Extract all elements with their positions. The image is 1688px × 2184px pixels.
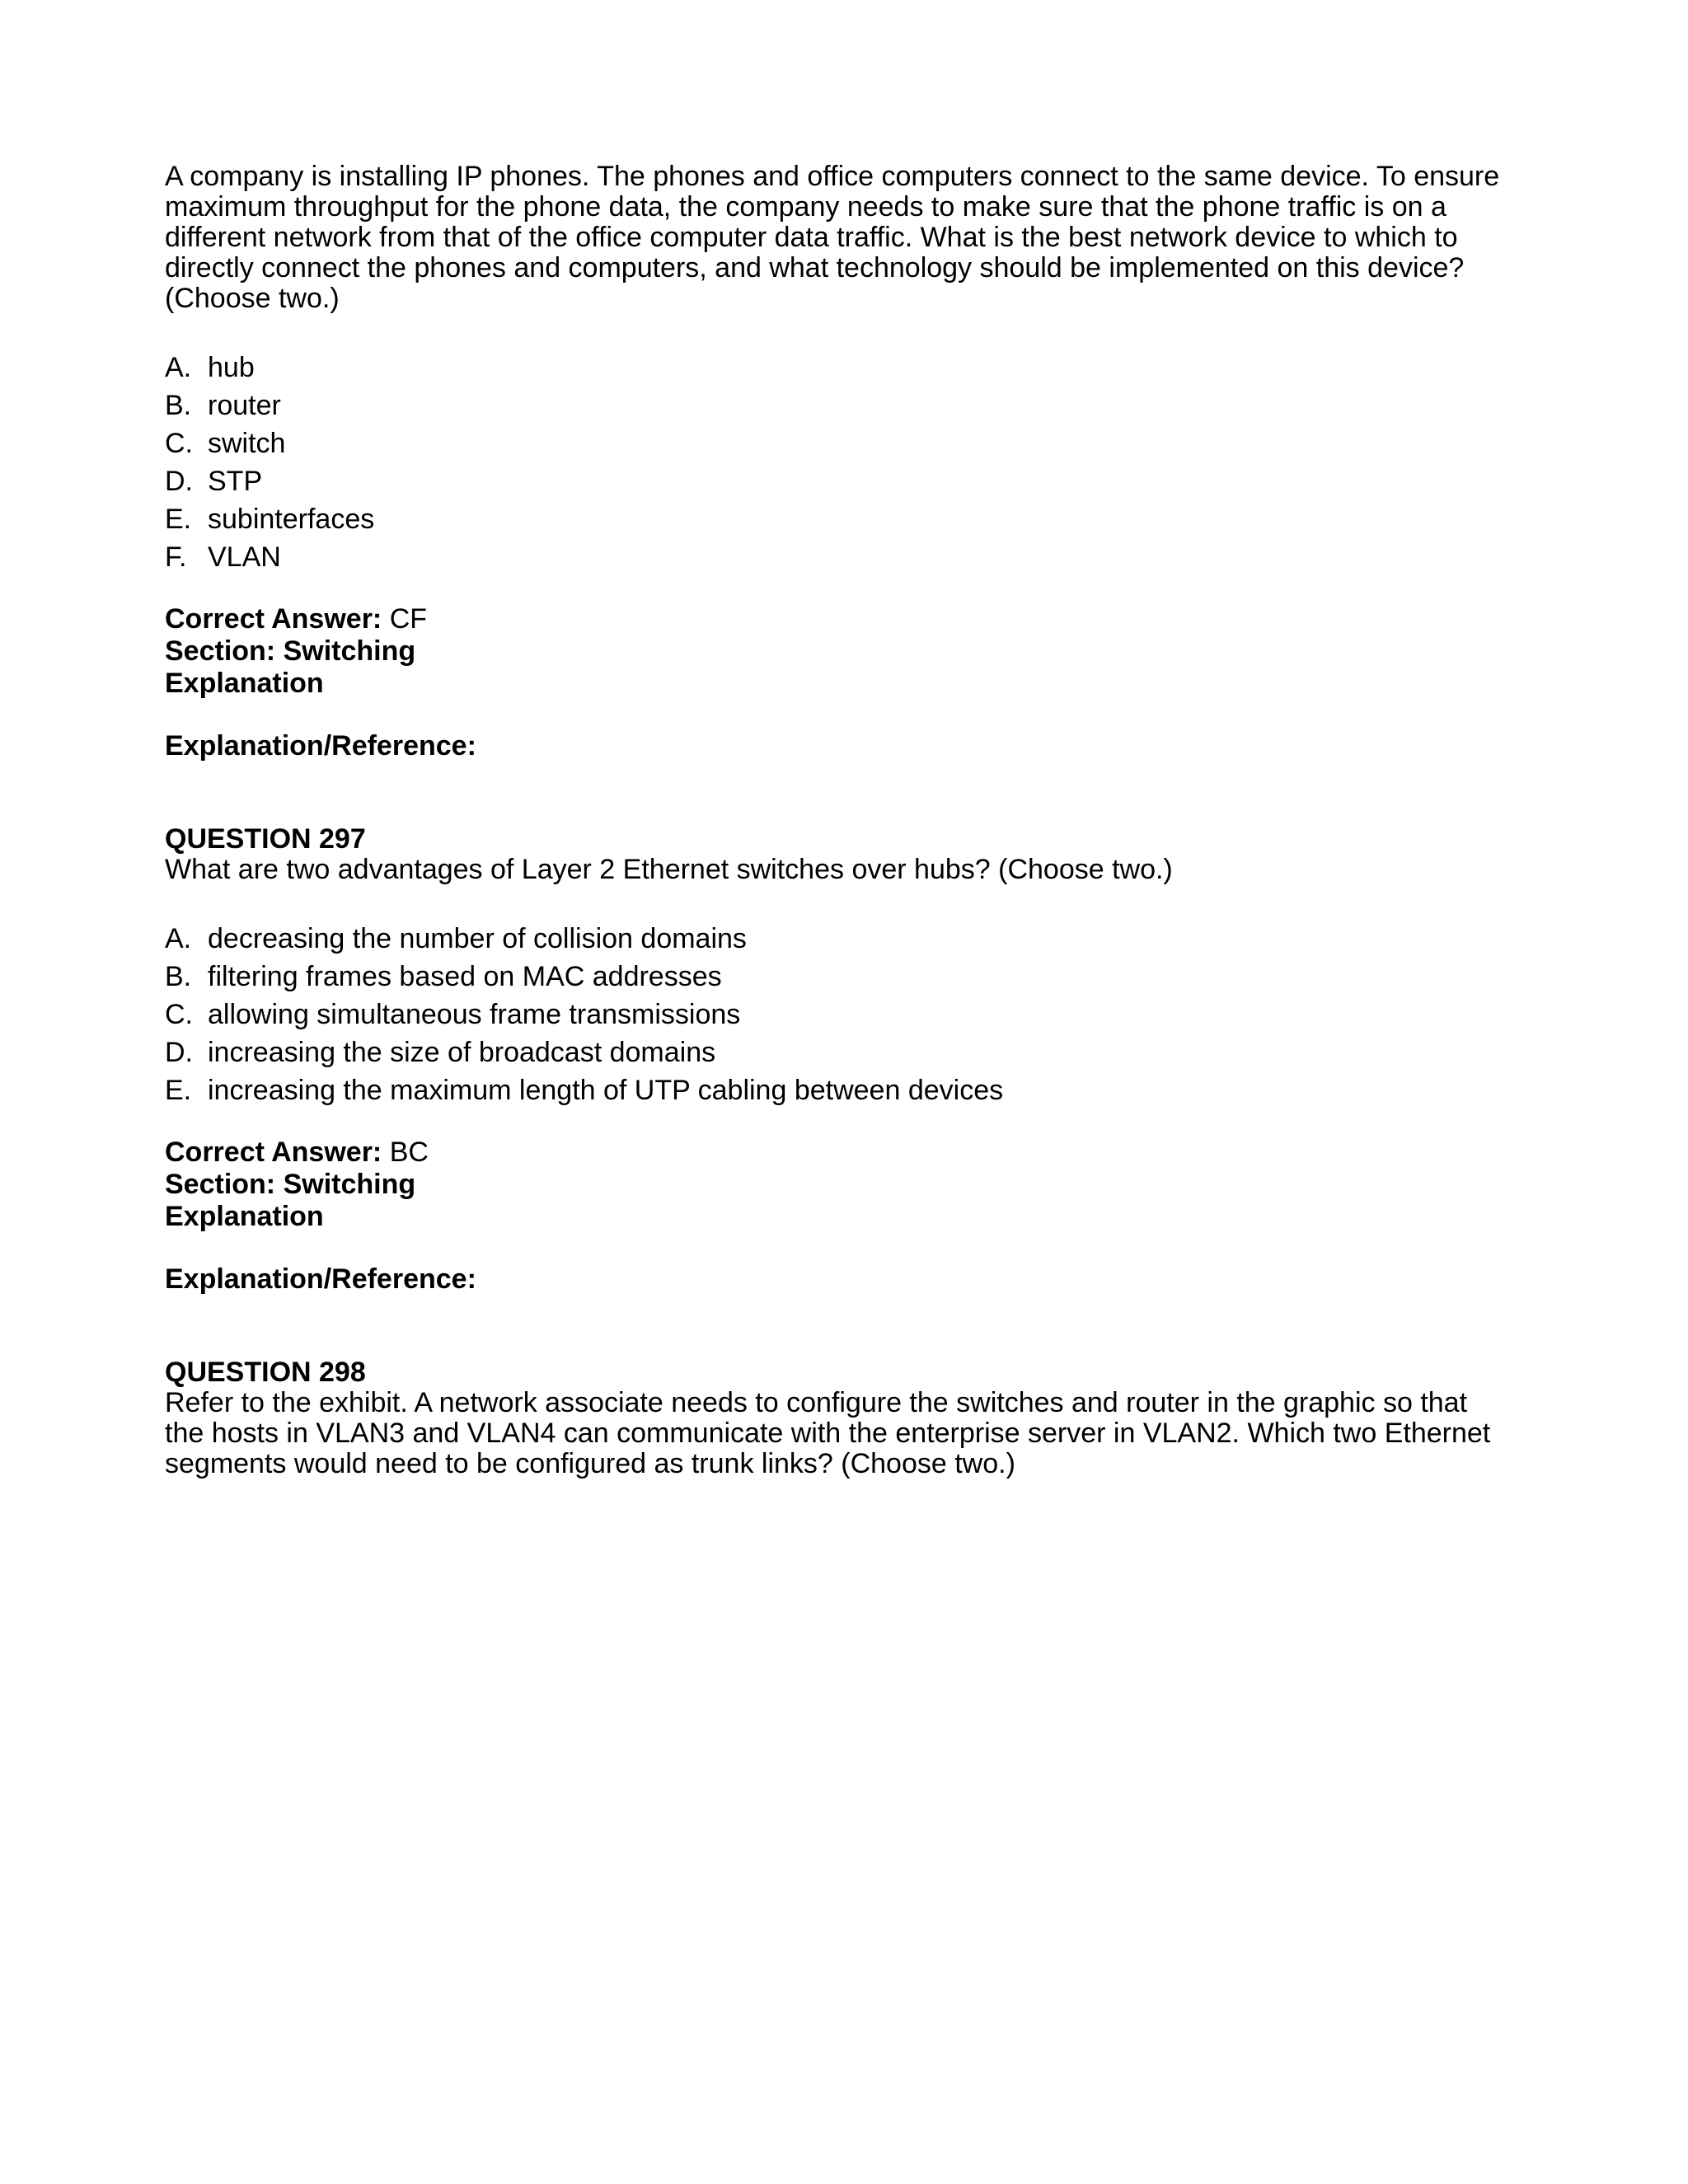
answer-block bbox=[165, 1137, 1500, 1233]
option-d bbox=[165, 1033, 1500, 1071]
question-296 bbox=[165, 162, 1500, 762]
options-list bbox=[165, 920, 1500, 1109]
option-letter: C. bbox=[165, 999, 193, 1030]
options-list bbox=[165, 349, 1500, 576]
option-letter: B. bbox=[165, 961, 192, 992]
question-text: A company is installing IP phones. The phones and office computers connect to the same device. To ensure maximum throughput for the phone data, the company needs to make sure that the phone traffic is on a different network from that of the office computer data traffic. What is the best network device to which to directly connect the phones and computers, and what technology should be implemented on this device? (Choose two.) bbox=[165, 161, 1500, 314]
section-label: Section: Switching bbox=[165, 635, 416, 667]
document-page bbox=[165, 162, 1500, 1479]
option-letter: A. bbox=[165, 923, 192, 954]
correct-answer bbox=[165, 1137, 1500, 1169]
option-text: increasing the size of broadcast domains bbox=[208, 1037, 716, 1068]
section-label: Section: Switching bbox=[165, 1169, 416, 1200]
option-text: increasing the maximum length of UTP cabling between devices bbox=[208, 1075, 1004, 1106]
explanation-label: Explanation bbox=[165, 1201, 324, 1232]
option-text: decreasing the number of collision domains bbox=[208, 923, 747, 954]
option-text: VLAN bbox=[208, 541, 281, 573]
question-heading: QUESTION 297 bbox=[165, 823, 366, 855]
option-a bbox=[165, 349, 1500, 387]
option-c bbox=[165, 424, 1500, 462]
option-text: hub bbox=[208, 352, 255, 383]
correct-answer-label: Correct Answer: bbox=[165, 603, 382, 635]
explanation-label: Explanation bbox=[165, 668, 324, 699]
option-e bbox=[165, 1071, 1500, 1109]
option-text: router bbox=[208, 390, 281, 421]
correct-answer-label: Correct Answer: bbox=[165, 1137, 382, 1168]
option-e bbox=[165, 500, 1500, 538]
option-letter: E. bbox=[165, 1075, 192, 1106]
question-298 bbox=[165, 1357, 1500, 1479]
option-b bbox=[165, 958, 1500, 996]
option-f bbox=[165, 538, 1500, 576]
option-text: switch bbox=[208, 428, 286, 459]
explanation-reference-label: Explanation/Reference: bbox=[165, 1263, 476, 1295]
option-letter: D. bbox=[165, 1037, 193, 1068]
option-a bbox=[165, 920, 1500, 958]
option-letter: C. bbox=[165, 428, 193, 459]
option-letter: E. bbox=[165, 504, 192, 535]
answer-block bbox=[165, 603, 1500, 700]
option-text: filtering frames based on MAC addresses bbox=[208, 961, 722, 992]
option-letter: F. bbox=[165, 541, 187, 573]
option-text: subinterfaces bbox=[208, 504, 375, 535]
question-heading: QUESTION 298 bbox=[165, 1357, 366, 1388]
question-text: Refer to the exhibit. A network associate needs to configure the switches and router in the graphic so that the hosts in VLAN3 and VLAN4 can communicate with the enterprise server in VLAN2. Which two Ethernet segments would need to be configured as trunk links? (Choose two.) bbox=[165, 1387, 1491, 1479]
correct-answer-value: CF bbox=[389, 603, 428, 635]
option-letter: A. bbox=[165, 352, 192, 383]
option-b bbox=[165, 387, 1500, 424]
correct-answer-value: BC bbox=[389, 1137, 429, 1168]
question-text: What are two advantages of Layer 2 Ethernet switches over hubs? (Choose two.) bbox=[165, 854, 1173, 885]
option-letter: D. bbox=[165, 466, 193, 497]
option-text: STP bbox=[208, 466, 263, 497]
question-297 bbox=[165, 824, 1500, 1296]
correct-answer bbox=[165, 603, 1500, 635]
option-text: allowing simultaneous frame transmissions bbox=[208, 999, 741, 1030]
option-letter: B. bbox=[165, 390, 192, 421]
explanation-reference-label: Explanation/Reference: bbox=[165, 730, 476, 762]
option-c bbox=[165, 996, 1500, 1033]
option-d bbox=[165, 462, 1500, 500]
